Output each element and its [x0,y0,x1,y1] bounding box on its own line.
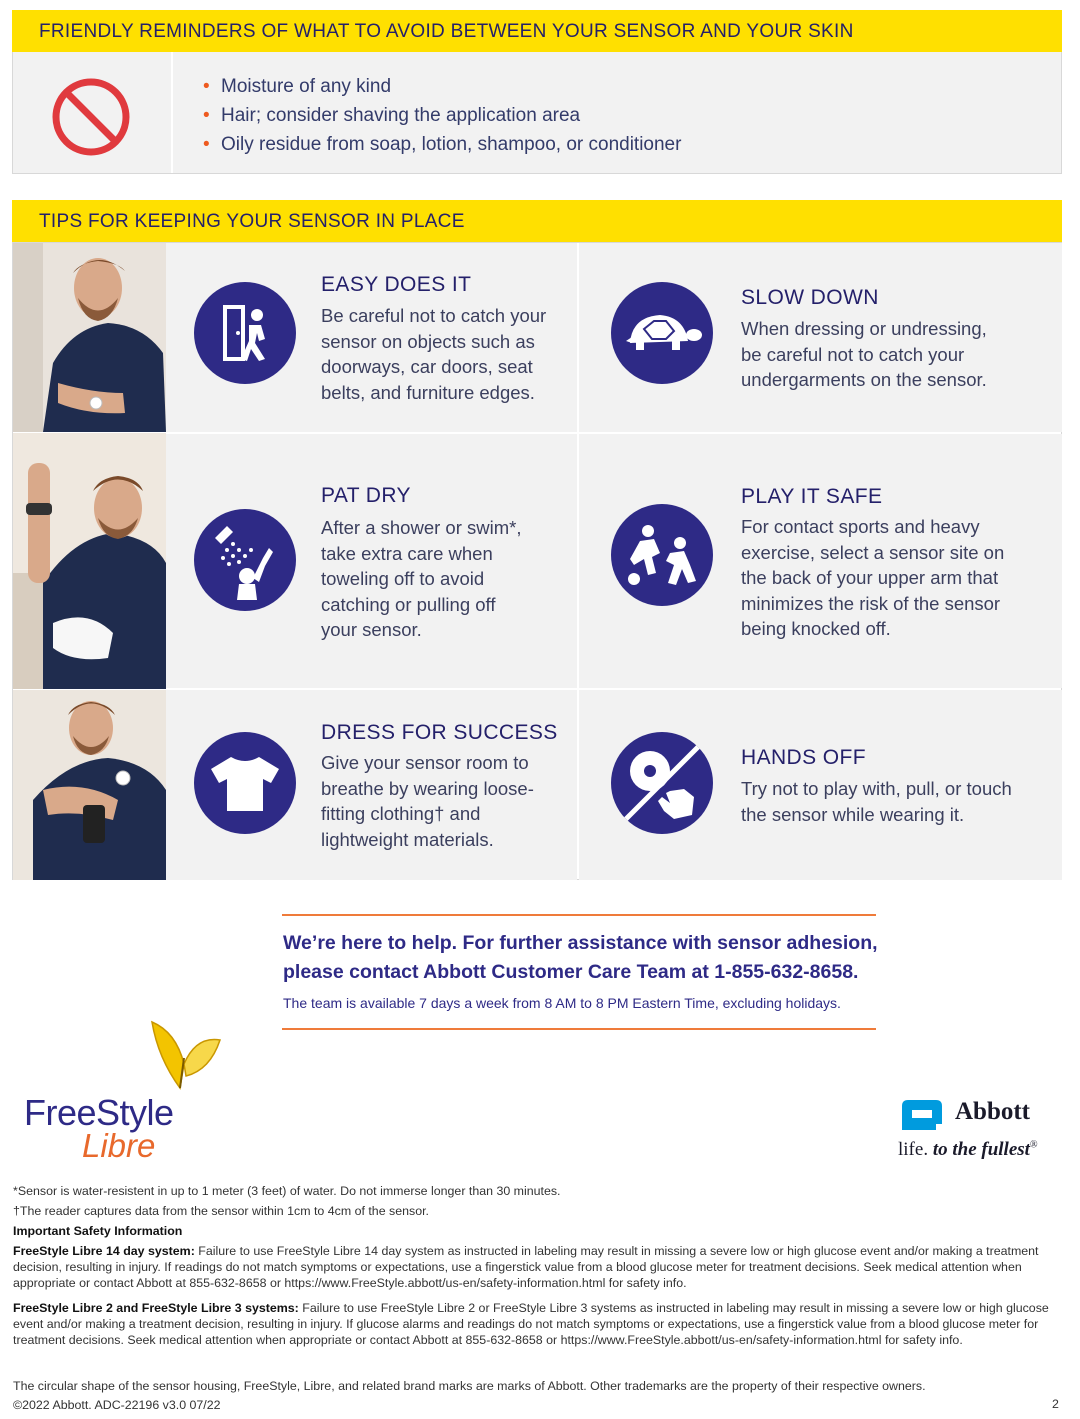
isi-heading-text: Important Safety Information [13,1224,183,1238]
isi-libre-14-label: FreeStyle Libre 14 day system: [13,1244,195,1258]
prohibited-icon [51,77,131,157]
door-exit-icon [193,281,297,385]
tips-grid [12,242,1062,880]
tip-body: Be careful not to catch your sensor on objects such as doorways, car doors, seat belts, and furniture edges. [321,305,547,403]
contact-sports-icon [610,503,714,607]
abbott-wordmark: Abbott [955,1098,1031,1125]
tips-header-band [12,200,1062,242]
avoid-item: • Moisture of any kind [203,72,681,101]
avoid-title: FRIENDLY REMINDERS OF WHAT TO AVOID BETWEEN YOUR SENSOR AND YOUR SKIN [39,21,854,42]
tagline-part: life. [898,1139,929,1160]
isi-libre-2-3-label: FreeStyle Libre 2 and FreeStyle Libre 3 systems: [13,1301,299,1315]
abbott-tagline [898,1139,1038,1161]
tip-body: When dressing or undressing, be careful not to catch your undergarments on the sensor. [741,318,987,390]
tip-title: EASY DOES IT [321,273,472,296]
help-rule-bottom [282,1028,876,1030]
tip-body: For contact sports and heavy exercise, select a sensor site on the back of your upper arm that minimizes the risk of the sensor being knocked off. [741,516,1005,639]
tip-title: HANDS OFF [741,746,866,769]
registered-mark: ® [1029,1139,1038,1151]
butterfly-logo-icon [150,1018,222,1092]
isi-libre-14-text: Failure to use FreeStyle Libre 14 day system as instructed in labeling may result in missing a severe low or high glucose event and/or making a treatment decision, resulting in injury. If readings do not match symptoms or expectations, use a fingerstick value from a blood glucose meter for treatment decisions. Seek medical attention when appropriate or contact Abbott at 855-632-8658 or https://www.FreeStyle.abbott/us-en/safety-information.html for safety info. [13,1244,1039,1290]
help-line-1: We’re here to help. For further assistance with sensor adhesion, [283,932,878,954]
shower-icon [193,508,297,612]
tip-body: Give your sensor room to breathe by wearing loose-fitting clothing† and lightweight materials. [321,752,534,850]
trademark-notice: The circular shape of the sensor housing, FreeStyle, Libre, and related brand marks are marks of Abbott. Other trademarks are the property of their respective owners. [13,1379,926,1393]
abbott-logo-icon [898,1096,946,1132]
isi-libre-2-3 [13,1300,1065,1348]
avoid-header-band [12,10,1062,52]
libre-wordmark: Libre [82,1127,156,1164]
photo-arm-sensor [13,243,166,432]
footnote-reader: †The reader captures data from the sensor within 1cm to 4cm of the sensor. [13,1204,429,1218]
tip-body: Try not to play with, pull, or touch the sensor while wearing it. [741,778,1012,825]
isi-libre-2-3-text: Failure to use FreeStyle Libre 2 or FreeStyle Libre 3 systems as instructed in labeling may result in missing a severe low or high glucose event and/or making a treatment decision, resulting in injury. If glucose alarms and readings do not match symptoms or expectations, use a fingerstick value from a blood glucose meter for treatment decisions. Seek medical attention when appropriate or contact Abbott at 855-632-8658 or https://www.FreeStyle.abbott/us-en/safety-information.html for safety info. [13,1301,1049,1347]
avoid-item: • Hair; consider shaving the application area [203,101,681,130]
help-rule-top [282,914,876,916]
help-line-3: The team is available 7 days a week from 8 AM to 8 PM Eastern Time, excluding holidays. [283,995,841,1011]
tip-title: PAT DRY [321,484,411,507]
avoid-list [203,72,681,159]
tip-title: PLAY IT SAFE [741,485,883,508]
help-line-2: please contact Abbott Customer Care Team at 1-855-632-8658. [283,961,859,983]
tips-title: TIPS FOR KEEPING YOUR SENSOR IN PLACE [39,211,465,232]
avoid-divider [171,52,173,173]
tip-body: After a shower or swim*, take extra care when toweling off to avoid catching or pulling off your sensor. [321,517,522,640]
tip-title: DRESS FOR SUCCESS [321,721,558,744]
t-shirt-icon [193,731,297,835]
avoid-item: • Oily residue from soap, lotion, shampoo, or conditioner [203,130,681,159]
photo-shower-towel [13,433,166,689]
footnote-water: *Sensor is water-resistent in up to 1 meter (3 feet) of water. Do not immerse longer than 30 minutes. [13,1184,561,1198]
page-number: 2 [1052,1397,1059,1411]
tip-title: SLOW DOWN [741,286,879,309]
tagline-emphasis: to the fullest [932,1139,1030,1160]
freestyle-wordmark: FreeStyle [24,1092,174,1133]
turtle-icon [610,281,714,385]
copyright: ©2022 Abbott. ADC-22196 v3.0 07/22 [13,1398,221,1412]
isi-heading [13,1223,1065,1239]
isi-libre-14 [13,1243,1065,1291]
hands-off-icon [610,731,714,835]
photo-phone-scan [13,690,166,880]
avoid-panel [12,52,1062,174]
